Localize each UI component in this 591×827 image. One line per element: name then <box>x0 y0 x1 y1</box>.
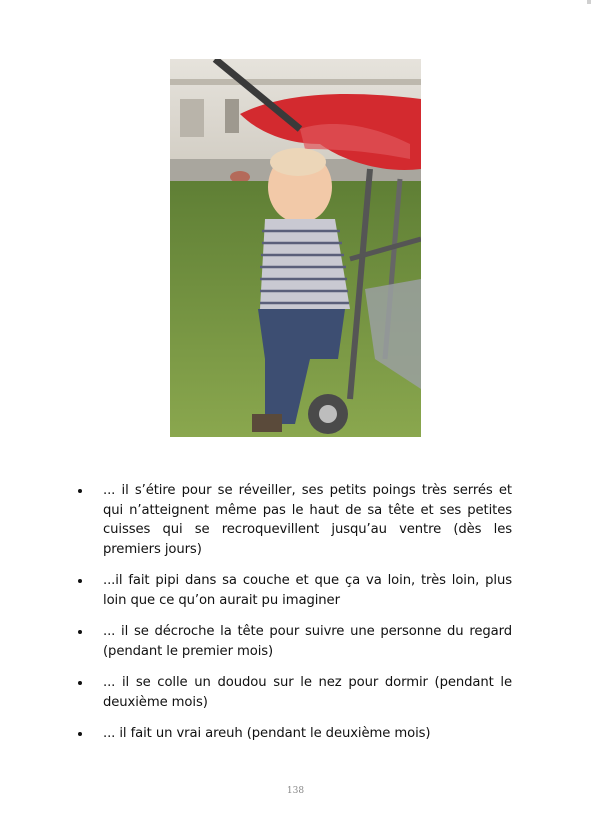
list-item-text: ...il fait pipi dans sa couche et que ça va loin, très loin, plus loin que ce qu’on aurait pu imaginer <box>103 573 512 608</box>
bullet-icon <box>78 681 82 685</box>
list-item <box>78 481 512 559</box>
list-item <box>78 622 512 661</box>
list-item <box>78 673 512 712</box>
page-number: 138 <box>286 786 305 796</box>
milestone-bullet-list <box>78 481 512 756</box>
list-item-text: ... il fait un vrai areuh (pendant le deuxième mois) <box>103 726 431 741</box>
page-corner-mark <box>587 0 591 4</box>
list-item-text: ... il se colle un doudou sur le nez pour dormir (pendant le deuxième mois) <box>103 675 512 710</box>
list-item <box>78 571 512 610</box>
list-item-text: ... il s’étire pour se réveiller, ses petits poings très serrés et qui n’atteignent même pas le haut de sa tête et ses petites cuisses qui se recroquevillent jusqu’au ventre (dès les premiers jours) <box>103 483 512 557</box>
bullet-icon <box>78 732 82 736</box>
list-item <box>78 724 512 744</box>
bullet-icon <box>78 489 82 493</box>
bullet-icon <box>78 630 82 634</box>
bullet-icon <box>78 579 82 583</box>
baby-stroller-photo <box>170 59 421 437</box>
list-item-text: ... il se décroche la tête pour suivre une personne du regard (pendant le premier mois) <box>103 624 512 659</box>
